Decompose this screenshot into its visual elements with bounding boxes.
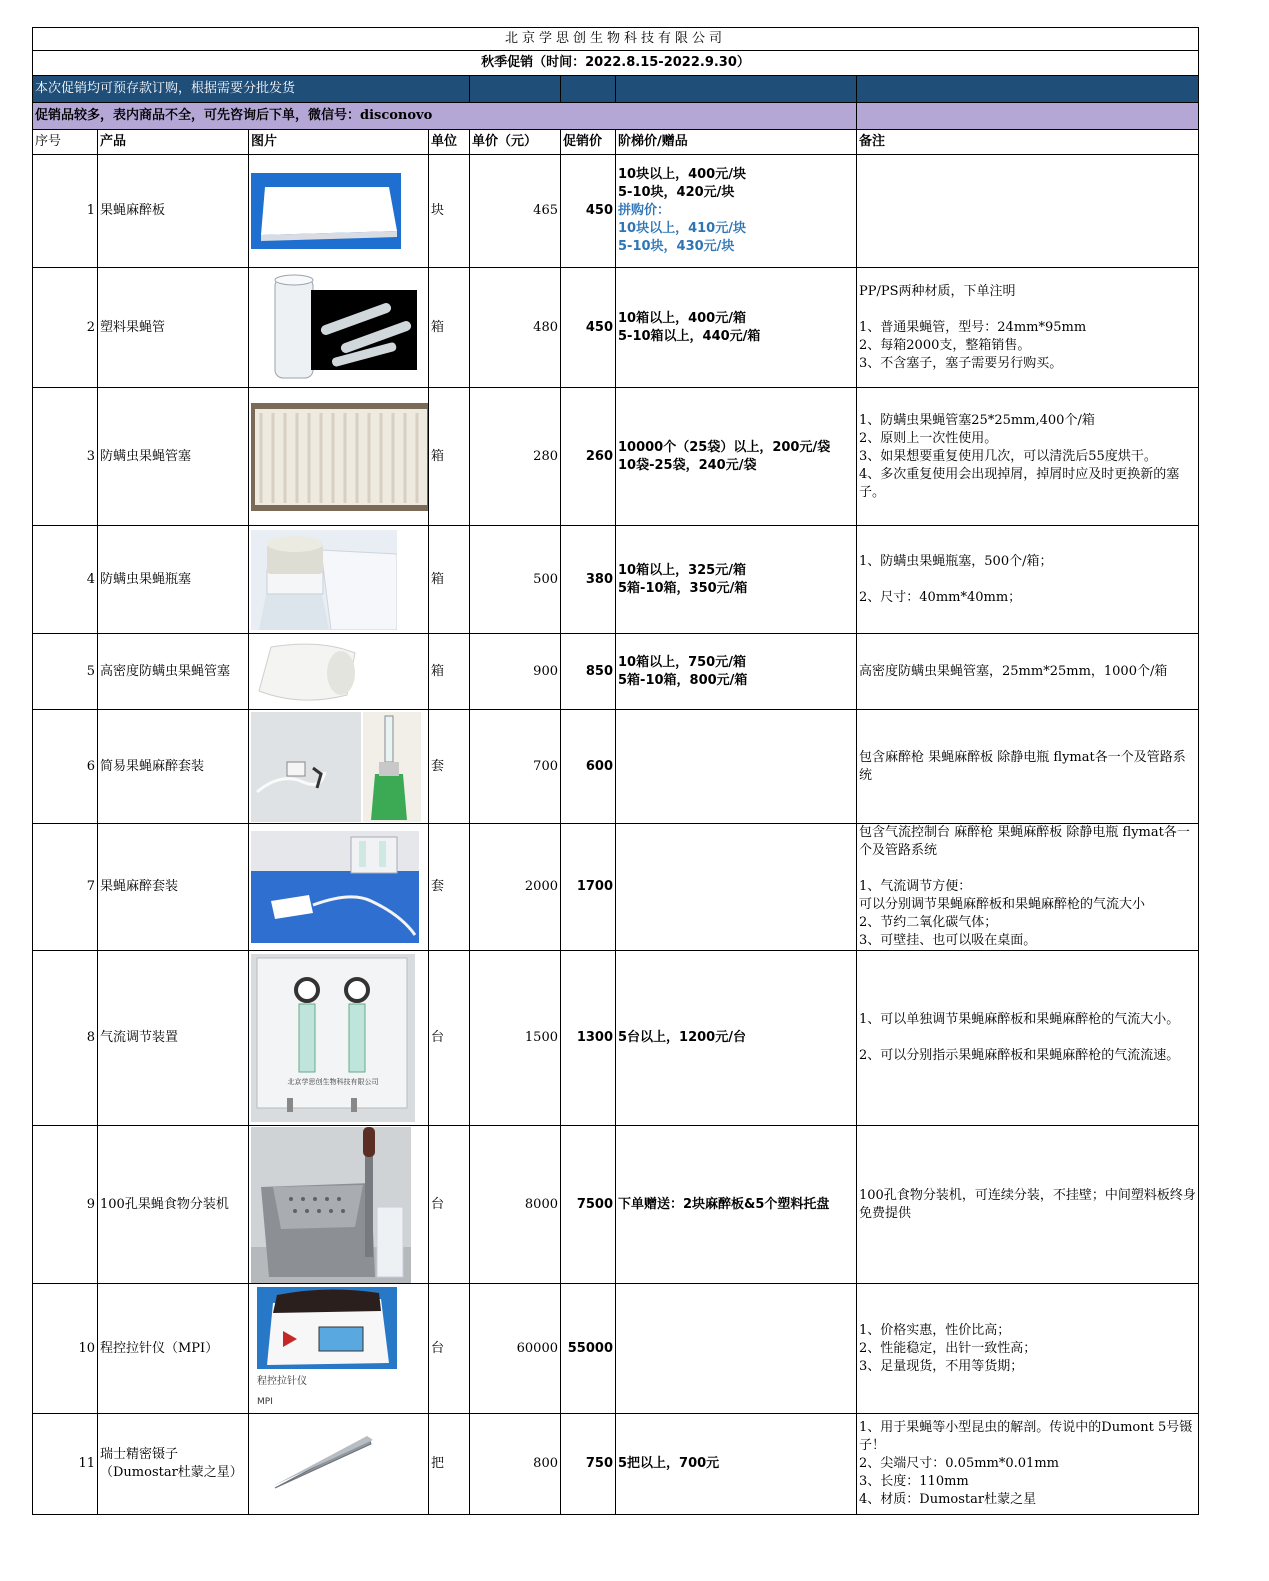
row-promo: 600 xyxy=(561,710,616,824)
table-row xyxy=(33,155,1199,268)
col-picture: 图片 xyxy=(249,130,429,155)
row-unit: 台 xyxy=(429,951,470,1126)
row-unit: 套 xyxy=(429,710,470,824)
row-notes xyxy=(857,155,1199,268)
row-no: 8 xyxy=(33,951,98,1126)
row-unit: 台 xyxy=(429,1284,470,1414)
plastic-fly-tubes-photo xyxy=(249,268,429,388)
row-no: 1 xyxy=(33,155,98,268)
row-product: 简易果蝇麻醉套装 xyxy=(98,710,249,824)
col-product: 产品 xyxy=(98,130,249,155)
high-density-plug-photo xyxy=(249,634,429,710)
row-price: 480 xyxy=(470,268,561,388)
row-no: 9 xyxy=(33,1126,98,1284)
row-tiers xyxy=(616,824,857,951)
row-product: 瑞士精密镊子（Dumostar杜蒙之星） xyxy=(98,1414,249,1515)
row-tiers: 10箱以上，750元/箱 5箱-10箱，800元/箱 xyxy=(616,634,857,710)
row-notes: 100孔食物分装机，可连续分装，不挂壁；中间塑料板终身免费提供 xyxy=(857,1126,1199,1284)
mpi-caption-name: 程控拉针仪 xyxy=(257,1375,307,1387)
device-brand-label: 北京学思创生物科技有限公司 xyxy=(287,1078,379,1086)
company-name: 北京学思创生物科技有限公司 xyxy=(33,28,1199,51)
row-promo: 850 xyxy=(561,634,616,710)
row-product: 100孔果蝇食物分装机 xyxy=(98,1126,249,1284)
row-promo: 380 xyxy=(561,526,616,634)
row-product: 气流调节装置 xyxy=(98,951,249,1126)
micropipette-puller-photo xyxy=(249,1284,429,1414)
row-product: 高密度防螨虫果蝇管塞 xyxy=(98,634,249,710)
row-no: 7 xyxy=(33,824,98,951)
col-unit: 单位 xyxy=(429,130,470,155)
row-promo: 1300 xyxy=(561,951,616,1126)
row-notes: 包含麻醉枪 果蝇麻醉板 除静电瓶 flymat各一个及管路系统 xyxy=(857,710,1199,824)
mpi-caption-model: MPI xyxy=(257,1396,273,1407)
row-tiers xyxy=(616,710,857,824)
row-tiers: 5台以上，1200元/台 xyxy=(616,951,857,1126)
row-price: 8000 xyxy=(470,1126,561,1284)
foam-tube-plugs-photo xyxy=(249,388,429,526)
table-row xyxy=(33,1126,1199,1284)
table-row xyxy=(33,634,1199,710)
row-price: 500 xyxy=(470,526,561,634)
white-anesthesia-pad-photo xyxy=(249,155,429,268)
row-notes: 1、可以单独调节果蝇麻醉板和果蝇麻醉枪的气流大小。 2、可以分别指示果蝇麻醉板和果蝇麻醉枪的气流流速。 xyxy=(857,951,1199,1126)
row-unit: 台 xyxy=(429,1126,470,1284)
flow-controller-photo xyxy=(249,951,429,1126)
row-price: 2000 xyxy=(470,824,561,951)
table-row xyxy=(33,268,1199,388)
row-unit: 箱 xyxy=(429,268,470,388)
promo-title: 秋季促销（时间：2022.8.15-2022.9.30） xyxy=(33,51,1199,76)
row-unit: 箱 xyxy=(429,526,470,634)
table-row xyxy=(33,526,1199,634)
row-price: 700 xyxy=(470,710,561,824)
row-no: 11 xyxy=(33,1414,98,1515)
row-notes: 包含气流控制台 麻醉枪 果蝇麻醉板 除静电瓶 flymat各一个及管路系统 1、气流调节方便： 可以分别调节果蝇麻醉板和果蝇麻醉枪的气流大小 2、节约二氧化碳气体； 3、可壁挂、也可以吸在桌面。 xyxy=(857,824,1199,951)
row-promo: 7500 xyxy=(561,1126,616,1284)
notice-consult: 促销品较多，表内商品不全，可先咨询后下单，微信号：disconovo xyxy=(33,103,857,130)
row-unit: 把 xyxy=(429,1414,470,1515)
row-price: 900 xyxy=(470,634,561,710)
row-unit: 箱 xyxy=(429,388,470,526)
food-dispenser-photo xyxy=(249,1126,429,1284)
row-notes: 1、防螨虫果蝇瓶塞，500个/箱； 2、尺寸：40mm*40mm； xyxy=(857,526,1199,634)
row-no: 4 xyxy=(33,526,98,634)
row-product: 防螨虫果蝇瓶塞 xyxy=(98,526,249,634)
row-product: 程控拉针仪（MPI） xyxy=(98,1284,249,1414)
row-no: 5 xyxy=(33,634,98,710)
tweezers-photo xyxy=(249,1414,429,1515)
row-no: 3 xyxy=(33,388,98,526)
row-notes: PP/PS两种材质，下单注明 1、普通果蝇管，型号：24mm*95mm 2、每箱2000支，整箱销售。 3、不含塞子，塞子需要另行购买。 xyxy=(857,268,1199,388)
row-price: 60000 xyxy=(470,1284,561,1414)
row-notes: 1、防螨虫果蝇管塞25*25mm,400个/箱 2、原则上一次性使用。 3、如果想要重复使用几次，可以清洗后55度烘干。 4、多次重复使用会出现掉屑，掉屑时应及时更换新的塞子。 xyxy=(857,388,1199,526)
row-tiers: 10000个（25袋）以上，200元/袋 10袋-25袋，240元/袋 xyxy=(616,388,857,526)
row-notes: 高密度防螨虫果蝇管塞，25mm*25mm，1000个/箱 xyxy=(857,634,1199,710)
simple-anesthesia-kit-photo xyxy=(249,710,429,824)
row-promo: 1700 xyxy=(561,824,616,951)
table-row xyxy=(33,951,1199,1126)
row-tiers xyxy=(616,1284,857,1414)
row-promo: 260 xyxy=(561,388,616,526)
row-price: 800 xyxy=(470,1414,561,1515)
foam-bottle-plug-photo xyxy=(249,526,429,634)
row-promo: 55000 xyxy=(561,1284,616,1414)
price-sheet xyxy=(32,27,1199,1515)
notice-prepay: 本次促销均可预存款订购，根据需要分批发货 xyxy=(33,76,470,103)
row-unit: 块 xyxy=(429,155,470,268)
row-notes: 1、用于果蝇等小型昆虫的解剖。传说中的Dumont 5号镊子！ 2、尖端尺寸：0.05mm*0.01mm 3、长度：110mm 4、材质：Dumostar杜蒙之星 xyxy=(857,1414,1199,1515)
table-row xyxy=(33,1414,1199,1515)
table-row xyxy=(33,388,1199,526)
row-price: 280 xyxy=(470,388,561,526)
row-product: 塑料果蝇管 xyxy=(98,268,249,388)
row-no: 2 xyxy=(33,268,98,388)
table-row xyxy=(33,1284,1199,1414)
row-tiers: 10箱以上，400元/箱 5-10箱以上，440元/箱 xyxy=(616,268,857,388)
row-product: 果蝇麻醉套装 xyxy=(98,824,249,951)
col-no: 序号 xyxy=(33,130,98,155)
row-no: 6 xyxy=(33,710,98,824)
anesthesia-kit-photo xyxy=(249,824,429,951)
row-promo: 750 xyxy=(561,1414,616,1515)
row-unit: 箱 xyxy=(429,634,470,710)
row-no: 10 xyxy=(33,1284,98,1414)
col-price: 单价（元） xyxy=(470,130,561,155)
row-promo: 450 xyxy=(561,155,616,268)
row-tiers: 10块以上，400元/块 5-10块，420元/块 拼购价： 10块以上，410元/块 5-10块，430元/块 xyxy=(616,155,857,268)
row-product: 防螨虫果蝇管塞 xyxy=(98,388,249,526)
col-tiers: 阶梯价/赠品 xyxy=(616,130,857,155)
table-row xyxy=(33,824,1199,951)
row-tiers: 5把以上，700元 xyxy=(616,1414,857,1515)
row-promo: 450 xyxy=(561,268,616,388)
col-notes: 备注 xyxy=(857,130,1199,155)
table-row xyxy=(33,710,1199,824)
row-tiers: 下单赠送：2块麻醉板&5个塑料托盘 xyxy=(616,1126,857,1284)
col-promo: 促销价 xyxy=(561,130,616,155)
row-notes: 1、价格实惠，性价比高； 2、性能稳定，出针一致性高； 3、足量现货，不用等货期； xyxy=(857,1284,1199,1414)
row-product: 果蝇麻醉板 xyxy=(98,155,249,268)
row-price: 1500 xyxy=(470,951,561,1126)
row-price: 465 xyxy=(470,155,561,268)
row-unit: 套 xyxy=(429,824,470,951)
row-tiers: 10箱以上，325元/箱 5箱-10箱，350元/箱 xyxy=(616,526,857,634)
